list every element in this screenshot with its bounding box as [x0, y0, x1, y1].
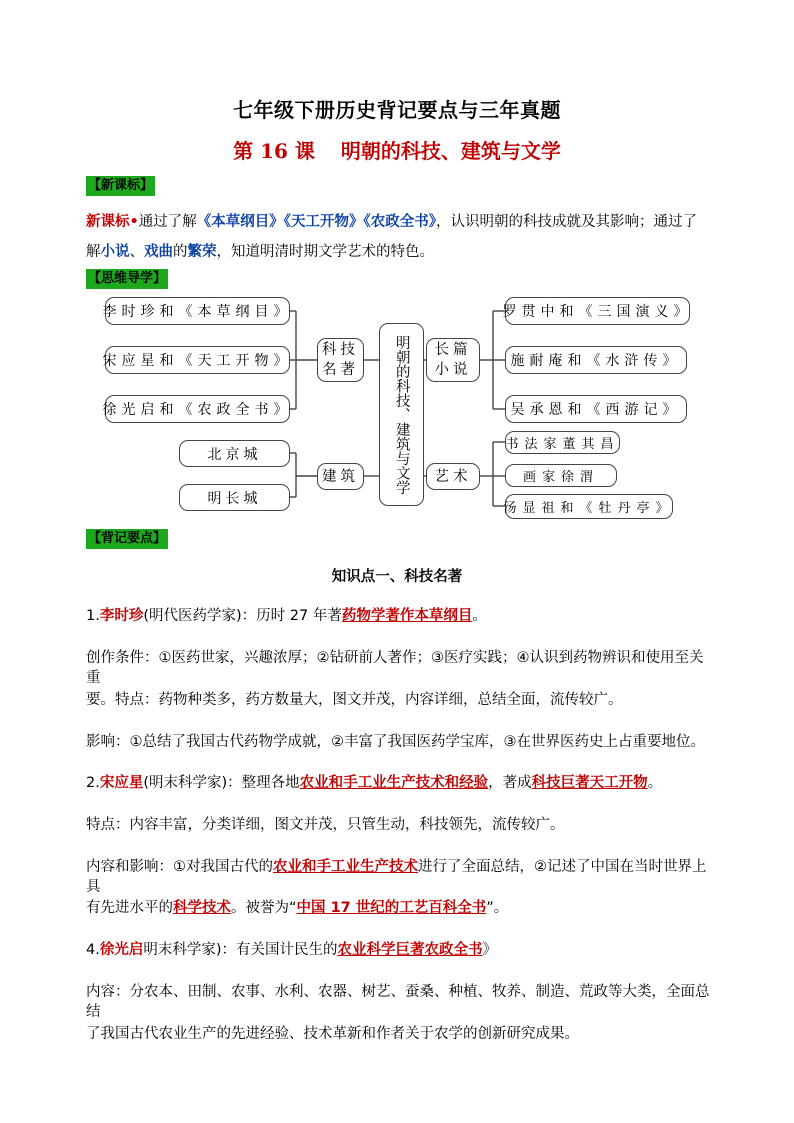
hub-art	[426, 463, 480, 490]
standard-text-4: 的	[173, 244, 188, 260]
point-xu-guangqi	[86, 940, 716, 960]
node-dong-qichang: 书法家董其昌	[505, 431, 620, 454]
node-li-shizhen: 李时珍和《本草纲目》	[105, 297, 290, 325]
point-number: 2.	[86, 775, 100, 791]
point-number: 1.	[86, 608, 100, 624]
term-tech-experience: 农业和手工业生产技术和经验	[299, 775, 489, 791]
hub-science-label: 科技名著	[322, 342, 359, 378]
point-end: 》	[482, 942, 497, 958]
lesson-topic: 明朝的科技、建筑与文学	[340, 139, 561, 163]
standard-text-3: 解	[86, 244, 101, 260]
node-xu-wei: 画家徐渭	[505, 464, 617, 487]
center-node	[379, 323, 424, 506]
tag-mind-map: 【思维导学】	[86, 269, 168, 289]
name-li-shizhen: 李时珍	[99, 608, 144, 624]
song-content-line-2	[86, 898, 716, 918]
point-text: 进行了全面总结，②记述了中国在当时世界上具	[86, 859, 707, 895]
node-song-yingxing: 宋应星和《天工开物》	[105, 346, 290, 374]
standard-dot: •	[129, 214, 139, 230]
node-ming-great-wall: 明长城	[179, 484, 290, 511]
point-text: 内容和影响：①对我国古代的	[86, 859, 273, 875]
xu-content-line-1: 内容：分农本、田制、农事、水利、农器、树艺、蚕桑、种植、牧养、制造、荒政等大类，全面总结	[86, 984, 710, 1020]
book-nongzheng: 《农政全书》	[363, 214, 437, 230]
node-xiyou: 吴承恩和《西游记》	[505, 395, 687, 423]
node-beijing-city: 北京城	[179, 440, 290, 467]
standard-sep: 、	[129, 244, 144, 260]
point-text: (明末科学家)：整理各地	[143, 775, 300, 791]
point-end: 。	[647, 775, 663, 791]
node-xu-guangqi: 徐光启和《农政全书》	[105, 395, 290, 423]
point-text: 明末科学家)：有关国计民生的	[143, 942, 338, 958]
tag-key-points: 【背记要点】	[86, 529, 168, 549]
term-prosperity: 繁荣	[187, 244, 217, 260]
point-song-yingxing	[86, 773, 716, 793]
point-li-shizhen	[86, 606, 716, 626]
point-text: 有先进水平的	[86, 900, 173, 916]
xu-content-line-2: 了我国古代农业生产的先进经验、技术革新和作者关于农学的创新研究成果。	[86, 1026, 579, 1042]
point-number: 4.	[86, 942, 100, 958]
standard-text-2: ，认识明朝的科技成就及其影响；通过了	[436, 214, 698, 230]
song-content-line-1	[86, 857, 716, 897]
hub-science-classics	[317, 338, 364, 382]
standard-label: 新课标	[86, 214, 130, 230]
tag-new-standard: 【新课标】	[86, 176, 155, 196]
node-shuihu: 施耐庵和《水浒传》	[505, 346, 687, 374]
hub-architecture-label: 建筑	[322, 468, 359, 485]
point-end: ”。	[486, 900, 509, 916]
song-features: 特点：内容丰富，分类详细，图文并茂，只管生动，科技领先，流传较广。	[86, 817, 565, 833]
standard-text-5: ，知道明清时期文学艺术的特色。	[216, 244, 434, 260]
hub-art-label: 艺术	[434, 468, 472, 485]
node-tang-xianzu: 汤显祖和《牡丹亭》	[505, 494, 673, 519]
hub-architecture	[317, 463, 364, 490]
point-text: (明代医药学家)：历时 27 年著	[143, 608, 342, 624]
term-science-tech: 科学技术	[173, 900, 231, 916]
hub-novel-label: 长篇小说	[434, 342, 472, 378]
point-text: ，著成	[488, 775, 532, 791]
term-drama: 戏曲	[144, 244, 173, 260]
book-bencao: 《本草纲目》	[196, 214, 284, 230]
lesson-number: 第 16 课	[233, 139, 315, 163]
section-heading: 知识点一、科技名著	[331, 569, 463, 585]
point-end: 。	[472, 608, 487, 624]
honor-title: 中国 17 世纪的工艺百科全书	[296, 900, 487, 916]
name-song-yingxing: 宋应星	[99, 775, 144, 791]
standard-text-1: 通过了解	[138, 214, 197, 230]
term-tech: 农业和手工业生产技术	[273, 859, 418, 875]
name-xu-guangqi: 徐光启	[99, 942, 144, 958]
work-bencao: 药物学著作本草纲目	[341, 608, 473, 624]
term-novel: 小说	[100, 244, 130, 260]
li-creation-line-1: 创作条件：①医药世家，兴趣浓厚；②钻研前人著作；③医疗实践；④认识到药物辨识和使用至关重	[86, 650, 704, 686]
node-sanguo: 罗贯中和《三国演义》	[505, 297, 690, 325]
hub-long-novels	[426, 338, 480, 382]
li-influence: 影响：①总结了我国古代药物学成就，②丰富了我国医药学宝库，③在世界医药史上占重要地位。	[86, 734, 705, 750]
work-tiangong: 科技巨著天工开物	[531, 775, 648, 791]
center-label: 明朝的科技、建筑与文学	[393, 334, 410, 495]
document-title: 七年级下册历史背记要点与三年真题	[233, 98, 561, 122]
book-tiangong: 《天工开物》	[283, 214, 364, 230]
point-text: 。被誉为“	[231, 900, 297, 916]
work-nongzheng: 农业科学巨著农政全书	[337, 942, 483, 958]
li-creation-line-2: 要。特点：药物种类多，药方数量大，图文并茂，内容详细，总结全面，流传较广。	[86, 692, 623, 708]
